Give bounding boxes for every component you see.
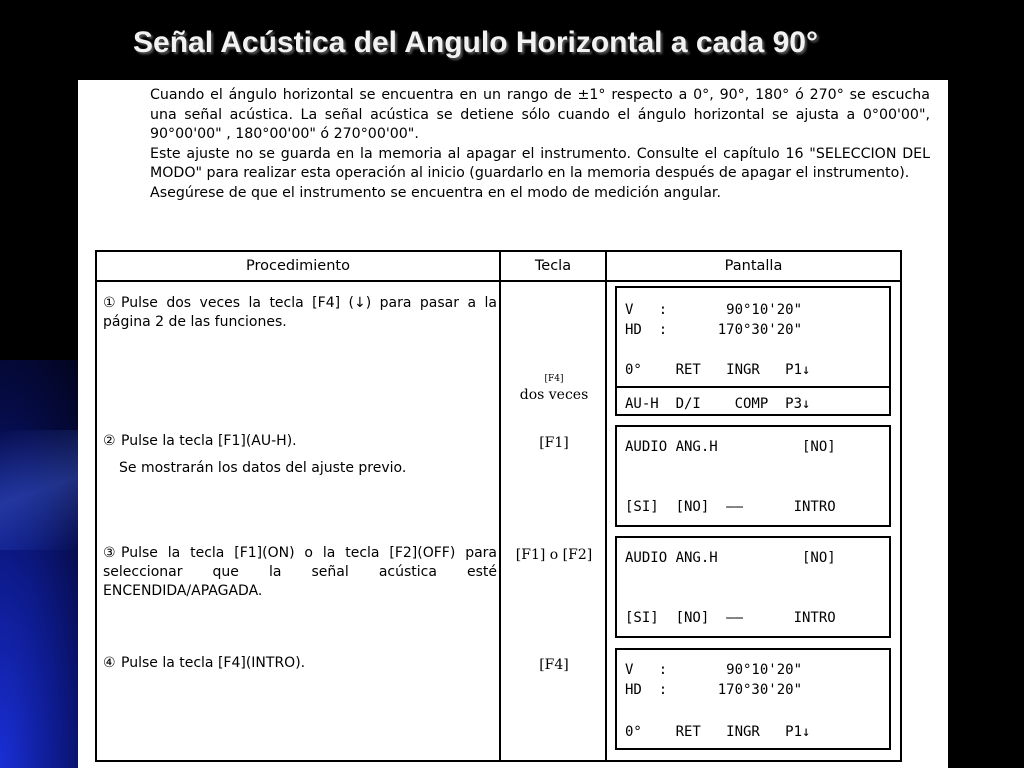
intro-text — [150, 86, 930, 203]
screen-3-softkeys: [SI] [NO] —— INTRO — [625, 610, 836, 626]
step-3-number: ③ — [103, 545, 116, 561]
screen-1-line-1: V : 90°10'20" — [625, 302, 803, 318]
background-light-streak — [0, 430, 80, 550]
screen-2-softkeys: [SI] [NO] —— INTRO — [625, 499, 836, 515]
screen-1 — [615, 286, 891, 416]
key-column — [500, 281, 606, 761]
key-1-repeat: dos veces — [519, 387, 589, 403]
step-3 — [103, 544, 497, 601]
screen-2 — [615, 425, 891, 527]
procedure-column — [96, 281, 500, 761]
key-1-label: [F4] — [544, 374, 564, 384]
screen-3 — [615, 536, 891, 638]
step-1-text: Pulse dos veces la tecla [F4] (↓) para pasar a la página 2 de las funciones. — [103, 295, 497, 330]
procedure-table — [95, 250, 902, 762]
screen-4 — [615, 648, 891, 750]
step-2-number: ② — [103, 433, 116, 449]
table-header-row — [96, 251, 901, 281]
step-2-text: Pulse la tecla [F1](AU-H). — [121, 433, 297, 449]
screen-4-line-2: HD : 170°30'20" — [625, 682, 803, 698]
intro-paragraph-2: Este ajuste no se guarda en la memoria al apagar el instrumento. Consulte el capítulo 16 "SELECCION DEL MODO" para realizar esta operación al inicio (guardarlo en la memoria después de apagar el instrumento). — [150, 145, 930, 181]
manual-page — [78, 80, 948, 768]
intro-paragraph-3: Asegúrese de que el instrumento se encuentra en el modo de medición angular. — [150, 184, 721, 201]
key-3-label: [F1] o [F2] — [515, 547, 593, 563]
display-column — [606, 281, 901, 761]
step-4-number: ④ — [103, 655, 116, 671]
slide-title: Señal Acústica del Angulo Horizontal a cada 90° — [133, 26, 818, 59]
key-4-label: [F4] — [539, 657, 569, 673]
key-2-label: [F1] — [539, 435, 569, 451]
step-2 — [103, 432, 497, 478]
screen-4-line-1: V : 90°10'20" — [625, 662, 803, 678]
screen-3-line-1: AUDIO ANG.H [NO] — [625, 550, 836, 566]
screen-1-separator — [617, 386, 889, 388]
screen-1-softkeys-p1: 0° RET INGR P1↓ — [625, 362, 811, 378]
header-key: Tecla — [500, 251, 606, 281]
step-4 — [103, 654, 497, 673]
step-1-number: ① — [103, 295, 116, 311]
screen-4-softkeys: 0° RET INGR P1↓ — [625, 724, 811, 740]
step-3-text: Pulse la tecla [F1](ON) o la tecla [F2](OFF) para seleccionar que la señal acústica esté ENCENDIDA/APAGADA. — [103, 545, 497, 599]
step-2-note: Se mostrarán los datos del ajuste previo. — [119, 460, 407, 476]
screen-1-softkeys-p3: AU-H D/I COMP P3↓ — [625, 396, 811, 412]
intro-paragraph-1: Cuando el ángulo horizontal se encuentra en un rango de ±1° respecto a 0°, 90°, 180° ó 270° se escucha una señal acústica. La señal acústica se detiene sólo cuando el ángulo horizontal se ajusta a 0°00'00", 90°00'00" , 180°00'00" ó 270°00'00". — [150, 87, 930, 142]
table-body-row — [96, 281, 901, 761]
header-display: Pantalla — [606, 251, 901, 281]
screen-2-line-1: AUDIO ANG.H [NO] — [625, 439, 836, 455]
step-1 — [103, 294, 497, 332]
screen-1-line-2: HD : 170°30'20" — [625, 322, 803, 338]
step-4-text: Pulse la tecla [F4](INTRO). — [121, 655, 306, 671]
header-procedure: Procedimiento — [96, 251, 500, 281]
